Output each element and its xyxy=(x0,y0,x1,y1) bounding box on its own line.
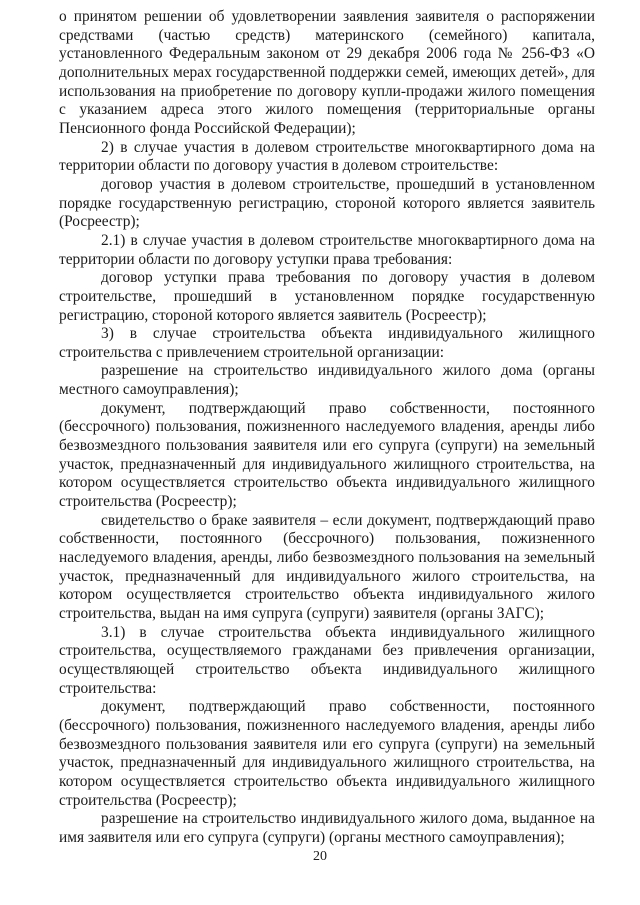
paragraph-item-2-heading: 2) в случае участия в долевом строительстве многоквартирного дома на территории области по договору участия в долевом строительстве: xyxy=(59,138,595,175)
paragraph-item-2-1-heading: 2.1) в случае участия в долевом строительстве многоквартирного дома на территории области по договору уступки права требования: xyxy=(59,231,595,268)
paragraph-item-3-permit: разрешение на строительство индивидуального жилого дома (органы местного самоуправления); xyxy=(59,362,595,399)
paragraph-item-3-land-document: документ, подтверждающий право собственности, постоянного (бессрочного) пользования, пожизненного наследуемого владения, аренды либо безвозмездного пользования заявителя или его супруга (супруги) на земельный участок, предназначенный для индивидуального жилищного строительства, на котором осуществляется строительство объекта индивидуального жилищного строительства (Росреестр); xyxy=(59,399,595,511)
paragraph-item-3-1-land-document: документ, подтверждающий право собственности, постоянного (бессрочного) пользования, пожизненного наследуемого владения, аренды либо безвозмездного пользования заявителя или его супруга (супруги) на земельный участок, предназначенный для индивидуального жилищного строительства, на котором осуществляется строительство объекта индивидуального жилищного строительства (Росреестр); xyxy=(59,698,595,809)
paragraph-pension-fund-decision: о принятом решении об удовлетворении заявления заявителя о распоряжении средствами (частью средств) материнского (семейного) капитала, установленного Федеральным законом от 29 декабря 2006 года № 256-ФЗ «О дополнительных мерах государственной поддержки семей, имеющих детей», для использования на приобретение по договору купли-продажи жилого помещения с указанием адреса этого жилого помещения (территориальные органы Пенсионного фонда Российской Федерации); xyxy=(59,8,595,137)
paragraph-item-2-contract: договор участия в долевом строительстве, прошедший в установленном порядке государственную регистрацию, стороной которого является заявитель (Росреестр); xyxy=(59,175,595,231)
paragraph-item-3-1-heading: 3.1) в случае строительства объекта индивидуального жилищного строительства, осуществляемого гражданами без привлечения организации, осуществляющей строительство объекта индивидуального жилищного строительства: xyxy=(59,623,595,697)
paragraph-item-3-1-permit: разрешение на строительство индивидуального жилого дома, выданное на имя заявителя или его супруга (супруги) (органы местного самоуправления); xyxy=(59,810,595,846)
paragraph-item-3-marriage-certificate: свидетельство о браке заявителя – если документ, подтверждающий право собственности, постоянного (бессрочного) пользования, пожизненного наследуемого владения, аренды, либо безвозмездного пользования на земельный участок, предназначенный для индивидуального жилого строительства, на котором осуществляется строительство объекта индивидуального жилого строительства, выдан на имя супруга (супруги) заявителя (органы ЗАГС); xyxy=(59,511,595,622)
paragraph-item-3-heading: 3) в случае строительства объекта индивидуального жилищного строительства с привлечением строительной организации: xyxy=(59,325,595,361)
document-page xyxy=(59,8,595,848)
paragraph-item-2-1-contract: договор уступки права требования по договору участия в долевом строительстве, прошедший в установленном порядке государственную регистрацию, стороной которого является заявитель (Росреестр); xyxy=(59,269,595,324)
page-number: 20 xyxy=(313,849,327,864)
